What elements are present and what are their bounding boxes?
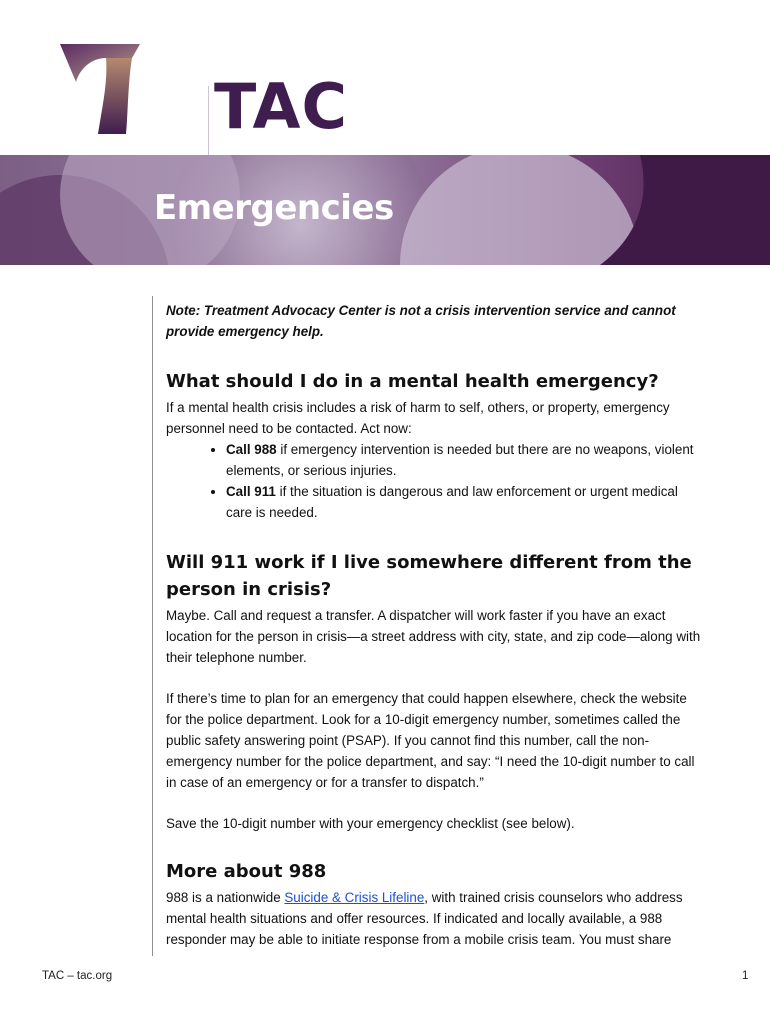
logo-wordmark: TAC [214, 70, 348, 143]
call-988-label: Call 988 [226, 442, 277, 457]
section2-para3: Save the 10-digit number with your emergency checklist (see below). [166, 816, 575, 831]
heading-mental-health-emergency: What should I do in a mental health emergency? [166, 371, 659, 392]
heading-more-about-988: More about 988 [166, 861, 327, 882]
tac-logo [58, 42, 358, 143]
section3-text-after: , with trained crisis counselors who address mental health situations and offer resources. If indicated and locally available, a 988 responder may be able to initiate response from a mobile crisis team. You must share [166, 890, 683, 947]
suicide-crisis-lifeline-link[interactable]: Suicide & Crisis Lifeline [284, 890, 425, 905]
section2-para2: If there’s time to plan for an emergency that could happen elsewhere, check the website for the police department. Look for a 10-digit emergency number, sometimes called the public safety answering point (PSAP). If you cannot find this number, call the non-emergency number for the police department, and say: “I need the 10-digit number to call in case of an emergency or for a transfer to dispatch.” [166, 691, 695, 790]
call-911-label: Call 911 [226, 484, 276, 499]
heading-911-different-location: Will 911 work if I live somewhere different from the person in crisis? [166, 552, 692, 600]
section3-text-before: 988 is a nationwide [166, 890, 285, 905]
section3-para [166, 887, 706, 950]
list-item [226, 439, 706, 481]
main-content [166, 300, 706, 950]
section2-para1: Maybe. Call and request a transfer. A dispatcher will work faster if you have an exact location for the person in crisis—a street address with city, state, and zip code—along with their telephone number. [166, 608, 701, 665]
disclaimer-note: Note: Treatment Advocacy Center is not a crisis intervention service and cannot provide emergency help. [166, 303, 676, 339]
content-rule [152, 296, 153, 956]
call-988-text: if emergency intervention is needed but there are no weapons, violent elements, or serious injuries. [226, 442, 694, 478]
call-911-text: if the situation is dangerous and law enforcement or urgent medical care is needed. [226, 484, 678, 520]
list-item [226, 481, 706, 523]
footer-source: TAC – tac.org [42, 970, 113, 982]
emergency-call-list [166, 439, 706, 523]
page-title: Emergencies [154, 188, 394, 228]
page-banner [0, 155, 770, 265]
tac-logo-mark-icon [58, 42, 208, 138]
page-number: 1 [742, 970, 749, 982]
section1-intro: If a mental health crisis includes a risk of harm to self, others, or property, emergency personnel need to be contacted. Act now: [166, 400, 670, 436]
